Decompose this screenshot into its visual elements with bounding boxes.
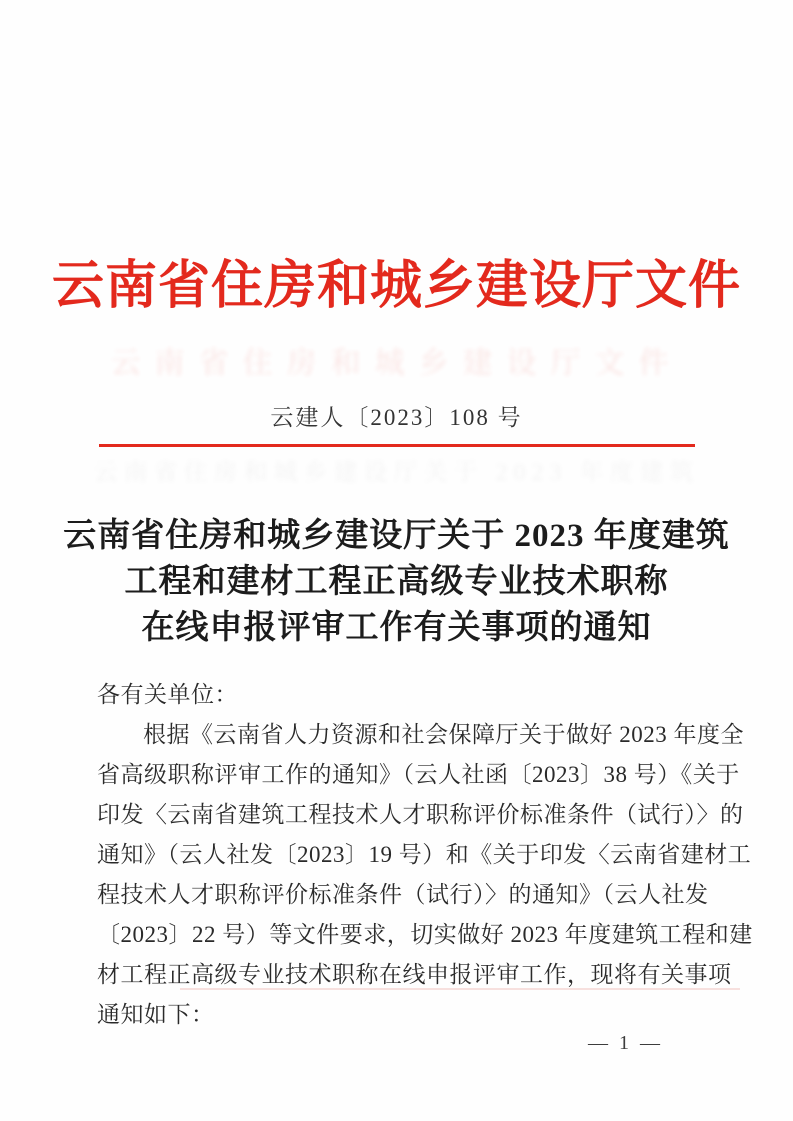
body-paragraph-line: 程技术人才职称评价标准条件（试行）〉的通知》（云人社发 <box>97 882 709 907</box>
body-paragraph-line: 材工程正高级专业技术职称在线申报评审工作，现将有关事项 <box>97 962 732 987</box>
body-paragraph-line: 〔2023〕22 号）等文件要求，切实做好 2023 年度建筑工程和建 <box>97 922 753 947</box>
red-divider-line <box>99 444 695 447</box>
salutation: 各有关单位： <box>97 682 238 707</box>
body-paragraph-line: 通知如下： <box>97 1002 215 1027</box>
body-paragraph-line: 通知》（云人社发〔2023〕19 号）和《关于印发〈云南省建材工 <box>97 842 752 867</box>
document-header-title: 云南省住房和城乡建设厅文件 <box>51 258 741 315</box>
body-paragraph-line: 省高级职称评审工作的通知》（云人社函〔2023〕38 号）《关于 <box>97 762 740 787</box>
document-number: 云建人〔2023〕108 号 <box>270 405 523 430</box>
body-paragraph-line: 印发〈云南省建筑工程技术人才职称评价标准条件（试行）〉的 <box>97 802 744 827</box>
document-title <box>0 513 793 651</box>
body-paragraph-line: 根据《云南省人力资源和社会保障厅关于做好 2023 年度全 <box>143 722 744 747</box>
document-title-line-3: 在线申报评审工作有关事项的通知 <box>141 610 652 646</box>
document-body <box>0 675 793 1035</box>
page-number: — 1 — <box>588 1032 663 1054</box>
document-title-line-2: 工程和建材工程正高级专业技术职称 <box>124 564 669 600</box>
document-title-line-1: 云南省住房和城乡建设厅关于 2023 年度建筑 <box>63 518 730 554</box>
ink-bleed-through-text: 云南省住房和城乡建设厅文件 <box>110 347 683 380</box>
ink-bleed-through-text: 云南省住房和城乡建设厅关于 2023 年度建筑 <box>93 460 700 486</box>
